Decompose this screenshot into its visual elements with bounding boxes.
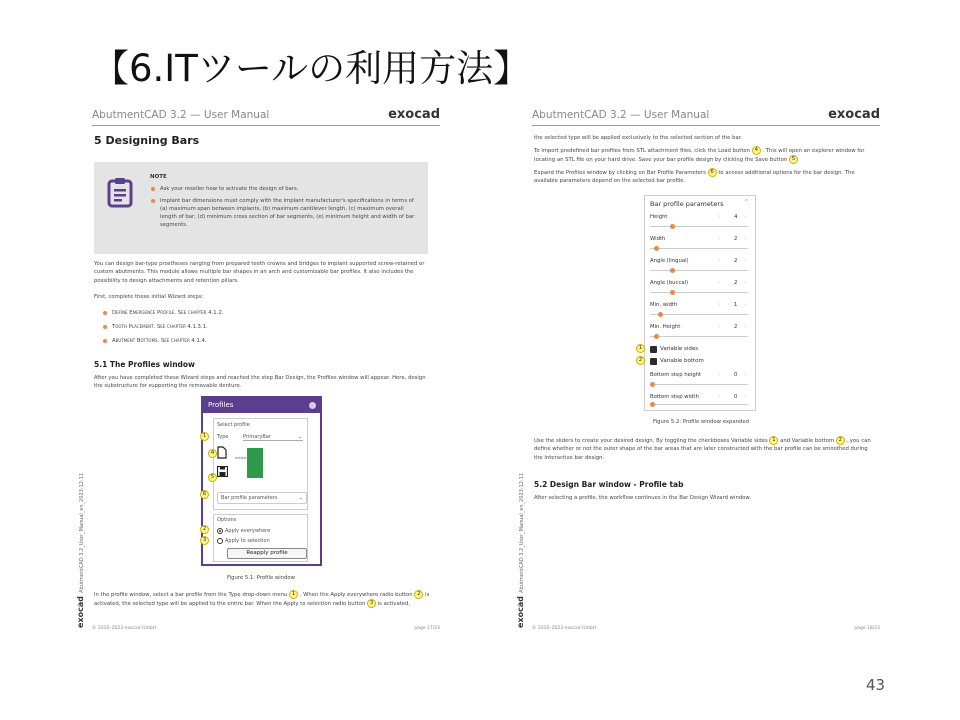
panel-title: Bar profile parameters <box>650 200 724 208</box>
slider-knob[interactable] <box>650 382 655 387</box>
callout-marker: 3 <box>367 599 376 608</box>
callout-marker: 4 <box>752 146 761 155</box>
page-header <box>92 108 440 126</box>
footer-copyright: © 2015–2023 exocad GmbH <box>532 626 597 631</box>
slider-knob[interactable] <box>650 402 655 407</box>
chevron-right-icon[interactable]: › <box>744 280 747 286</box>
slider-track[interactable] <box>650 248 748 249</box>
chevron-left-icon[interactable]: ‹ <box>718 394 721 400</box>
param-value: 0 <box>734 372 738 378</box>
callout-marker: 1 <box>289 590 298 599</box>
chevron-left-icon[interactable]: ‹ <box>718 324 721 330</box>
reapply-profile-button[interactable]: Reapply profile <box>227 548 307 559</box>
note-label: NOTE <box>150 174 167 180</box>
param-value: 2 <box>734 258 738 264</box>
paragraph-part: and Variable bottom <box>780 438 835 444</box>
close-icon <box>309 402 316 409</box>
type-dropdown <box>243 434 303 441</box>
callout-marker: 2 <box>200 525 209 534</box>
chevron-right-icon[interactable]: › <box>744 324 747 330</box>
param-row-bottom-step-width <box>650 392 750 413</box>
subsection-text: After selecting a profile, the workflow continues in the Bar Design Wizard window. <box>534 495 751 501</box>
callout-marker: 2 <box>636 356 645 365</box>
chevron-down-icon: ⌄ <box>297 434 302 440</box>
paragraph-part: To import predefined bar profiles from STL attachment files, click the Load button <box>534 148 751 154</box>
profiles-window-title: Profiles <box>208 401 234 409</box>
callout-marker: 2 <box>414 590 423 599</box>
callout-marker: 2 <box>836 436 845 445</box>
param-value: 2 <box>734 280 738 286</box>
side-margin-text <box>516 473 525 628</box>
param-name: Bottom step height <box>650 372 702 378</box>
chevron-right-icon[interactable]: › <box>744 372 747 378</box>
note-item: Implant bar dimensions must comply with the implant manufacturer's specifications in terms of (a) maximum span between implants, (b) maximum cantilever length, (c) maximum overall length of bar, (d) minimum cross section of bar segments, (e) minimum height and width of bar segments. <box>150 197 420 229</box>
page-header <box>532 108 880 126</box>
callout-marker: 1 <box>200 432 209 441</box>
wizard-step: Tooth Placement. See chapter 4.1.3.1. <box>102 323 402 331</box>
paragraph-part: Use the sliders to create your desired design. By toggling the checkboxes Variable sides <box>534 438 768 444</box>
bottom-text-part: . When the Apply everywhere radio button <box>299 592 413 598</box>
callout-marker: 4 <box>208 449 217 458</box>
param-name: Bottom step width <box>650 394 699 400</box>
paragraph: the selected type will be applied exclusively to the selected section of the bar. <box>534 135 743 141</box>
footer-copyright: © 2015–2023 exocad GmbH <box>92 626 157 631</box>
select-profile-label: Select profile <box>217 422 250 428</box>
slide-title: 【6.ITツールの利用方法】 <box>92 47 531 90</box>
clipboard-icon <box>106 176 134 208</box>
subsection-title: 5.2 Design Bar window - Profile tab <box>534 480 684 489</box>
brand-logo: exocad <box>388 107 440 122</box>
chevron-right-icon[interactable]: › <box>744 258 747 264</box>
slider-track[interactable] <box>650 404 748 405</box>
chevron-left-icon[interactable]: ‹ <box>718 214 721 220</box>
variable-bottom-label: Variable bottom <box>660 358 704 364</box>
manual-page-left <box>72 100 450 638</box>
slider-track[interactable] <box>650 314 748 315</box>
intro-paragraph: You can design bar-type prostheses ranging from prepared teeth crowns and bridges to implant supported screw-retained or custom abutments. This module allows multiple bar shapes in an arch and customizable bar profiles. It also includes the possibility to design attachments and retention pillars. <box>94 261 425 284</box>
param-value: 2 <box>734 236 738 242</box>
param-row-angle-lingual <box>650 256 750 277</box>
param-name: Angle (lingual) <box>650 258 689 264</box>
paragraph-part: to access additional options for the bar design. The available parameters depend on the selected bar profile. <box>534 170 855 185</box>
slider-knob[interactable] <box>670 268 675 273</box>
chevron-right-icon[interactable]: › <box>744 394 747 400</box>
page-footer <box>92 626 440 631</box>
param-name: Min. Height <box>650 324 681 330</box>
param-row-width <box>650 234 750 255</box>
chevron-down-icon: ⌄ <box>298 495 303 501</box>
chevron-right-icon[interactable]: › <box>744 214 747 220</box>
wizard-intro: First, complete these initial Wizard steps: <box>94 294 204 300</box>
side-doc-id: AbutmentCAD 3.2_User_Manual_en_2023-12-11 <box>79 472 85 593</box>
profiles-window-figure <box>201 396 322 566</box>
bottom-text-part: is activated, the selected type will be applied to the entire bar. When the Apply to selection radio button <box>94 592 430 608</box>
figure-caption: Figure 5.1: Profile window <box>227 575 295 581</box>
page-header-title: AbutmentCAD 3.2 — User Manual <box>532 109 710 121</box>
page-footer <box>532 626 880 631</box>
param-row-height <box>650 212 750 233</box>
manual-page-right <box>512 100 890 638</box>
footer-page-number: page 17/23 <box>414 626 440 631</box>
callout-marker: 6 <box>200 490 209 499</box>
apply-selection-label: Apply to selection <box>225 538 270 544</box>
chevron-left-icon[interactable]: ‹ <box>718 372 721 378</box>
subsection-text: After you have completed these Wizard steps and reached the step Bar Design, the Profiles window will appear. Here, design the substructure for supporting the removable denture. <box>94 375 426 390</box>
paragraph <box>534 146 874 165</box>
variable-sides-label: Variable sides <box>660 346 699 352</box>
type-label: Type <box>217 434 229 440</box>
slider-track[interactable] <box>650 226 748 227</box>
page-header-title: AbutmentCAD 3.2 — User Manual <box>92 109 270 121</box>
callout-marker: 1 <box>636 344 645 353</box>
paragraph-part: , you can define whether or not the outer shape of the bar areas that are later constructed with the bar profile can be smoothed during the interactive bar design. <box>534 438 871 461</box>
slider-knob[interactable] <box>654 246 659 251</box>
slider-track[interactable] <box>650 336 748 337</box>
chevron-left-icon[interactable]: ‹ <box>718 236 721 242</box>
wizard-step: Abutment Bottoms. See chapter 4.1.4. <box>102 337 402 345</box>
apply-selection-radio[interactable] <box>217 538 223 544</box>
bar-profile-preview <box>247 448 263 478</box>
bar-profile-parameters-label: Bar profile parameters <box>221 495 278 501</box>
side-brand: exocad <box>76 596 85 628</box>
slider-track[interactable] <box>650 384 748 385</box>
bar-profile-parameters-button[interactable] <box>217 492 307 504</box>
bottom-paragraph <box>94 590 434 609</box>
chevron-up-icon[interactable]: ^ <box>743 199 749 206</box>
param-name: Min. width <box>650 302 678 308</box>
paragraph-part: Expand the Profiles window by clicking on Bar Profile Parameters <box>534 170 706 176</box>
slider-knob[interactable] <box>670 224 675 229</box>
param-row-min-height <box>650 322 750 343</box>
side-doc-id: AbutmentCAD 3.2_User_Manual_en_2023-12-11 <box>519 472 525 593</box>
preview-tag: mesial <box>235 456 247 460</box>
param-value: 4 <box>734 214 738 220</box>
param-name: Height <box>650 214 668 220</box>
note-item: Ask your reseller how to activate the design of bars. <box>150 185 420 193</box>
param-value: 1 <box>734 302 738 308</box>
chevron-left-icon[interactable]: ‹ <box>718 258 721 264</box>
type-dropdown-value: PrimaryBar <box>243 434 271 440</box>
param-value: 0 <box>734 394 738 400</box>
callout-marker: 5 <box>208 473 217 482</box>
apply-everywhere-radio[interactable] <box>217 528 223 534</box>
chevron-left-icon[interactable]: ‹ <box>718 302 721 308</box>
variable-sides-checkbox[interactable] <box>650 346 657 353</box>
bottom-text-part: In the profile window, select a bar profile from the Type drop-down menu <box>94 592 288 598</box>
param-value: 2 <box>734 324 738 330</box>
callout-marker: 3 <box>200 536 209 545</box>
callout-marker: 1 <box>769 436 778 445</box>
variable-bottom-checkbox[interactable] <box>650 358 657 365</box>
side-margin-text <box>76 473 85 628</box>
side-brand: exocad <box>516 596 525 628</box>
param-name: Angle (buccal) <box>650 280 689 286</box>
slider-track[interactable] <box>650 292 748 293</box>
param-row-angle-buccal <box>650 278 750 299</box>
subsection-title: 5.1 The Profiles window <box>94 360 195 369</box>
apply-everywhere-label: Apply everywhere <box>225 528 271 534</box>
param-row-min-width <box>650 300 750 321</box>
callout-marker: 6 <box>708 168 717 177</box>
slider-track[interactable] <box>650 270 748 271</box>
wizard-step: Define Emergence Profile. See chapter 4.1.2. <box>102 309 402 317</box>
paragraph <box>534 436 874 462</box>
slider-knob[interactable] <box>670 290 675 295</box>
profiles-window-header <box>203 398 320 413</box>
param-name: Width <box>650 236 666 242</box>
chevron-right-icon[interactable]: › <box>744 302 747 308</box>
load-file-icon <box>217 446 227 459</box>
slide-number: 43 <box>866 676 886 694</box>
footer-page-number: page 18/23 <box>854 626 880 631</box>
note-box <box>94 162 428 254</box>
brand-logo: exocad <box>828 107 880 122</box>
chevron-left-icon[interactable]: ‹ <box>718 280 721 286</box>
paragraph-part: . This will open an explorer window for locating an STL file on your hard drive. Save your bar profile design by clicking the Save button <box>534 148 865 164</box>
options-label: Options <box>217 517 237 523</box>
section-title: 5 Designing Bars <box>94 134 200 147</box>
callout-marker: 5 <box>789 155 798 164</box>
bottom-text-part: is activated, <box>377 601 411 608</box>
figure-caption: Figure 5.2: Profile window expanded <box>653 419 749 425</box>
slider-knob[interactable] <box>654 334 659 339</box>
chevron-right-icon[interactable]: › <box>744 236 747 242</box>
param-row-bottom-step-height <box>650 370 750 391</box>
bar-profile-parameters-panel <box>644 195 756 411</box>
save-disk-icon <box>217 466 228 477</box>
paragraph <box>534 168 874 186</box>
slider-knob[interactable] <box>658 312 663 317</box>
